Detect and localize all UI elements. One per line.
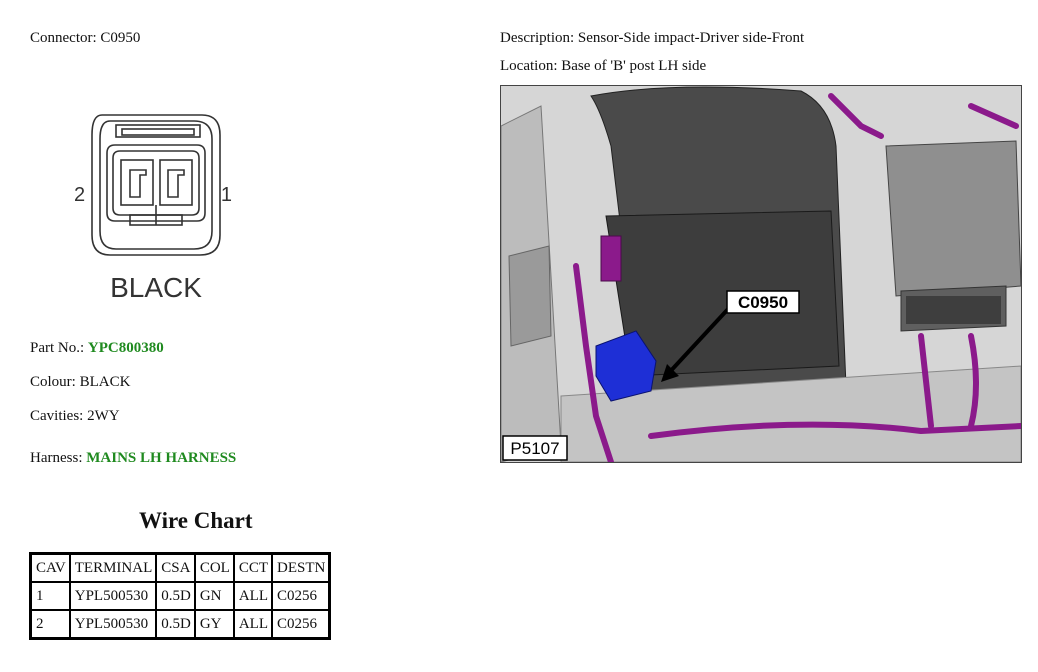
connector-line <box>30 30 140 47</box>
cell-cav: 2 <box>31 610 70 639</box>
header-terminal: TERMINAL <box>70 554 157 583</box>
table-row <box>31 610 330 639</box>
cavities-line <box>30 408 120 425</box>
part-no-line <box>30 340 164 357</box>
cell-cct: ALL <box>234 582 272 610</box>
harness-label: Harness: <box>30 450 87 466</box>
vehicle-interior-illustration <box>501 86 1021 462</box>
photo-ref-label: P5107 <box>510 439 560 458</box>
location-value: Base of 'B' post LH side <box>561 58 707 74</box>
cell-terminal: YPL500530 <box>70 582 157 610</box>
connector-label: Connector: <box>30 30 101 46</box>
table-row <box>31 582 330 610</box>
pin-2-label: 2 <box>74 184 86 206</box>
header-col: COL <box>195 554 234 583</box>
part-no-label: Part No.: <box>30 340 88 356</box>
location-label: Location: <box>500 58 562 74</box>
cell-csa: 0.5D <box>156 610 195 639</box>
wire-chart-header-row <box>31 554 330 583</box>
cavities-label: Cavities: <box>30 408 88 424</box>
harness-line <box>30 450 236 467</box>
description-label: Description: <box>500 30 578 46</box>
header-csa: CSA <box>156 554 195 583</box>
description-value: Sensor-Side impact-Driver side-Front <box>577 30 805 46</box>
pin-1-label: 1 <box>220 184 232 206</box>
cell-cav: 1 <box>31 582 70 610</box>
photo-callout-label: C0950 <box>737 293 789 312</box>
colour-value: BLACK <box>79 374 131 390</box>
header-destn: DESTN <box>272 554 330 583</box>
harness-value[interactable]: MAINS LH HARNESS <box>86 450 237 466</box>
part-no-value[interactable]: YPC800380 <box>87 340 164 356</box>
header-cct: CCT <box>234 554 272 583</box>
wire-chart-title: Wire Chart <box>139 508 253 533</box>
cell-terminal: YPL500530 <box>70 610 157 639</box>
cavities-value: 2WY <box>87 408 120 424</box>
description-line <box>500 30 804 47</box>
cell-destn: C0256 <box>272 610 330 639</box>
connector-face-diagram <box>60 105 240 305</box>
cell-col: GN <box>195 582 234 610</box>
diagram-colour-label: BLACK <box>110 272 202 303</box>
colour-label: Colour: <box>30 374 80 390</box>
wire-chart-table <box>29 552 331 640</box>
location-line <box>500 58 706 75</box>
location-photo <box>500 85 1022 463</box>
cell-csa: 0.5D <box>156 582 195 610</box>
colour-line <box>30 374 130 391</box>
header-cav: CAV <box>31 554 70 583</box>
cell-cct: ALL <box>234 610 272 639</box>
cell-destn: C0256 <box>272 582 330 610</box>
connector-value: C0950 <box>100 30 141 46</box>
cell-col: GY <box>195 610 234 639</box>
